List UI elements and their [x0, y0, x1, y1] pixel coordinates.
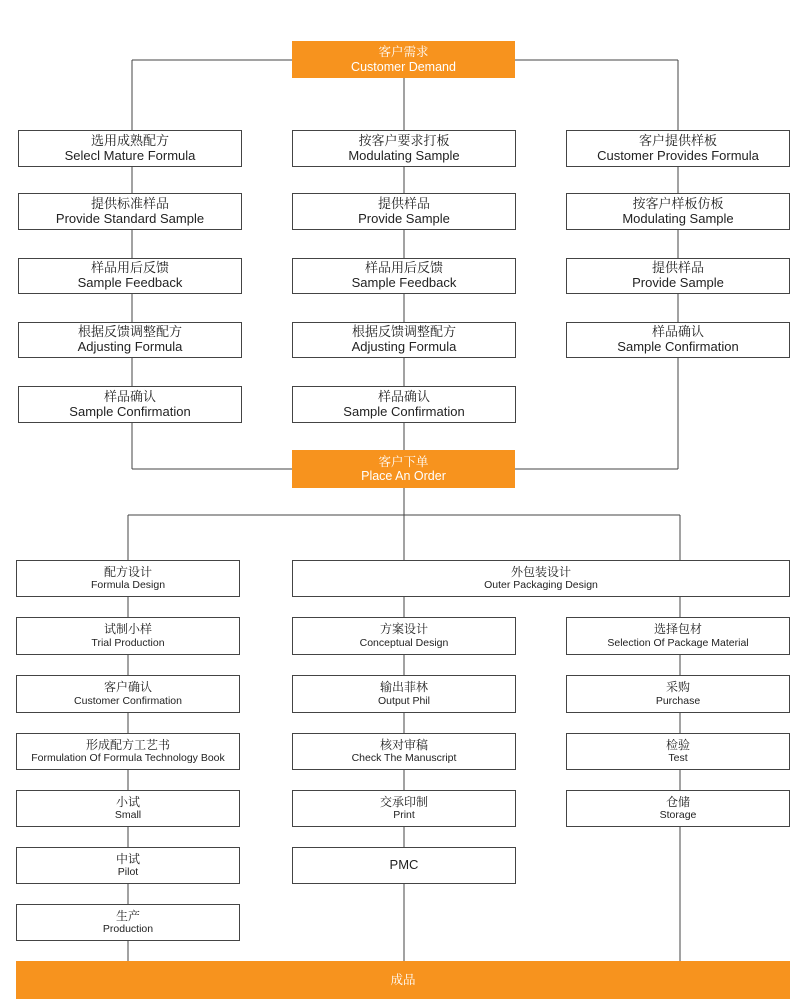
bottom-left-step-6	[16, 847, 240, 884]
step-zh: 选用成熟配方	[90, 132, 169, 148]
step-en: Trial Production	[91, 636, 165, 649]
middle-step-1	[292, 130, 516, 167]
right-step-1	[566, 130, 790, 167]
bottom-left-step-5	[16, 790, 240, 827]
step-zh: 检验	[665, 737, 690, 752]
step-en: Conceptual Design	[359, 636, 449, 649]
step-en: Check The Manuscript	[351, 752, 457, 765]
bottom-middle-step-2	[292, 675, 516, 713]
left-step-4	[18, 322, 242, 358]
step-zh: 生产	[115, 908, 140, 923]
step-zh: 形成配方工艺书	[85, 737, 170, 752]
step-en: Pilot	[117, 866, 139, 879]
bottom-left-step-3	[16, 675, 240, 713]
step-zh: 交承印制	[379, 794, 428, 809]
step-zh: 客户提供样板	[638, 132, 717, 148]
step-en: Selection Of Package Material	[607, 636, 749, 649]
step-zh: 根据反馈调整配方	[351, 324, 456, 340]
step-en: Purchase	[655, 694, 701, 707]
step-en: Test	[668, 752, 688, 765]
step-zh: 试制小样	[103, 622, 152, 637]
pmc-label: PMC	[389, 857, 419, 873]
step-zh: 小试	[115, 794, 140, 809]
step-en: Customer Provides Formula	[597, 147, 759, 163]
step-en: Selecl Mature Formula	[64, 147, 196, 163]
step-zh: 根据反馈调整配方	[77, 324, 182, 340]
step-en: Provide Sample	[358, 210, 450, 226]
step-en: Sample Feedback	[77, 275, 183, 290]
middle-step-4	[292, 322, 516, 358]
step-zh: 提供样品	[651, 260, 704, 276]
step-zh: 客户确认	[103, 680, 152, 695]
right-step-2	[566, 193, 790, 230]
step-en: Sample Confirmation	[343, 403, 465, 419]
step-en: Storage	[659, 809, 697, 822]
bottom-middle-step-1	[292, 617, 516, 655]
step-zh: 提供标准样品	[90, 195, 169, 211]
step-zh: 中试	[115, 851, 140, 866]
place-order-en: Place An Order	[361, 469, 446, 483]
bottom-right-step-2	[566, 675, 790, 713]
left-step-3	[18, 258, 242, 294]
step-zh: 样品用后反馈	[364, 260, 443, 276]
step-zh: 方案设计	[379, 622, 428, 637]
bottom-right-step-4	[566, 790, 790, 827]
step-en: Sample Confirmation	[69, 403, 191, 419]
step-zh: 样品确认	[103, 388, 156, 404]
step-en: Formulation Of Formula Technology Book	[31, 752, 225, 765]
bottom-left-step-2	[16, 617, 240, 655]
step-en: Modulating Sample	[622, 210, 734, 226]
right-step-4	[566, 322, 790, 358]
place-order-box	[292, 450, 515, 488]
step-en: Provide Standard Sample	[55, 210, 205, 226]
step-en: Provide Sample	[632, 275, 724, 290]
step-en: Formula Design	[90, 579, 166, 592]
left-step-2	[18, 193, 242, 230]
bottom-middle-step-3	[292, 733, 516, 770]
outer-packaging-box	[292, 560, 790, 597]
step-zh: 按客户样板仿板	[632, 195, 724, 211]
step-zh: 样品确认	[651, 324, 704, 340]
bottom-middle-step-5	[292, 847, 516, 884]
step-en: Sample Confirmation	[617, 339, 739, 354]
bottom-middle-step-4	[292, 790, 516, 827]
step-zh: 选择包材	[653, 622, 702, 637]
step-zh: 仓储	[665, 794, 690, 809]
bottom-left-step-4	[16, 733, 240, 770]
step-zh: 采购	[665, 680, 690, 695]
step-en: Adjusting Formula	[77, 339, 183, 354]
step-zh: 输出菲林	[379, 680, 428, 695]
left-step-1	[18, 130, 242, 167]
step-en: Small	[114, 809, 142, 822]
finished-product-bar	[16, 961, 790, 999]
step-zh: 样品确认	[377, 388, 430, 404]
left-step-5	[18, 386, 242, 423]
middle-step-5	[292, 386, 516, 423]
place-order-zh: 客户下单	[378, 454, 429, 469]
middle-step-3	[292, 258, 516, 294]
bottom-right-step-3	[566, 733, 790, 770]
step-en: Sample Feedback	[351, 275, 457, 290]
step-zh: 配方设计	[103, 564, 152, 579]
step-en: Production	[102, 923, 154, 936]
finished-product-zh: 成品	[390, 972, 416, 987]
step-en: Customer Confirmation	[74, 694, 182, 707]
bottom-left-step-1	[16, 560, 240, 597]
packaging-zh: 外包装设计	[510, 564, 571, 579]
customer-demand-box	[292, 41, 515, 78]
step-zh: 按客户要求打板	[358, 132, 450, 148]
bottom-left-step-7	[16, 904, 240, 941]
right-step-3	[566, 258, 790, 294]
step-zh: 核对审稿	[379, 737, 428, 752]
step-en: Adjusting Formula	[351, 339, 457, 354]
packaging-en: Outer Packaging Design	[484, 579, 598, 592]
step-zh: 提供样品	[377, 195, 430, 211]
step-en: Modulating Sample	[348, 147, 460, 163]
step-en: Output Phil	[378, 694, 430, 707]
customer-demand-en: Customer Demand	[351, 59, 456, 74]
step-en: Print	[393, 809, 415, 822]
middle-step-2	[292, 193, 516, 230]
step-zh: 样品用后反馈	[90, 260, 169, 276]
bottom-right-step-1	[566, 617, 790, 655]
customer-demand-zh: 客户需求	[378, 45, 429, 60]
